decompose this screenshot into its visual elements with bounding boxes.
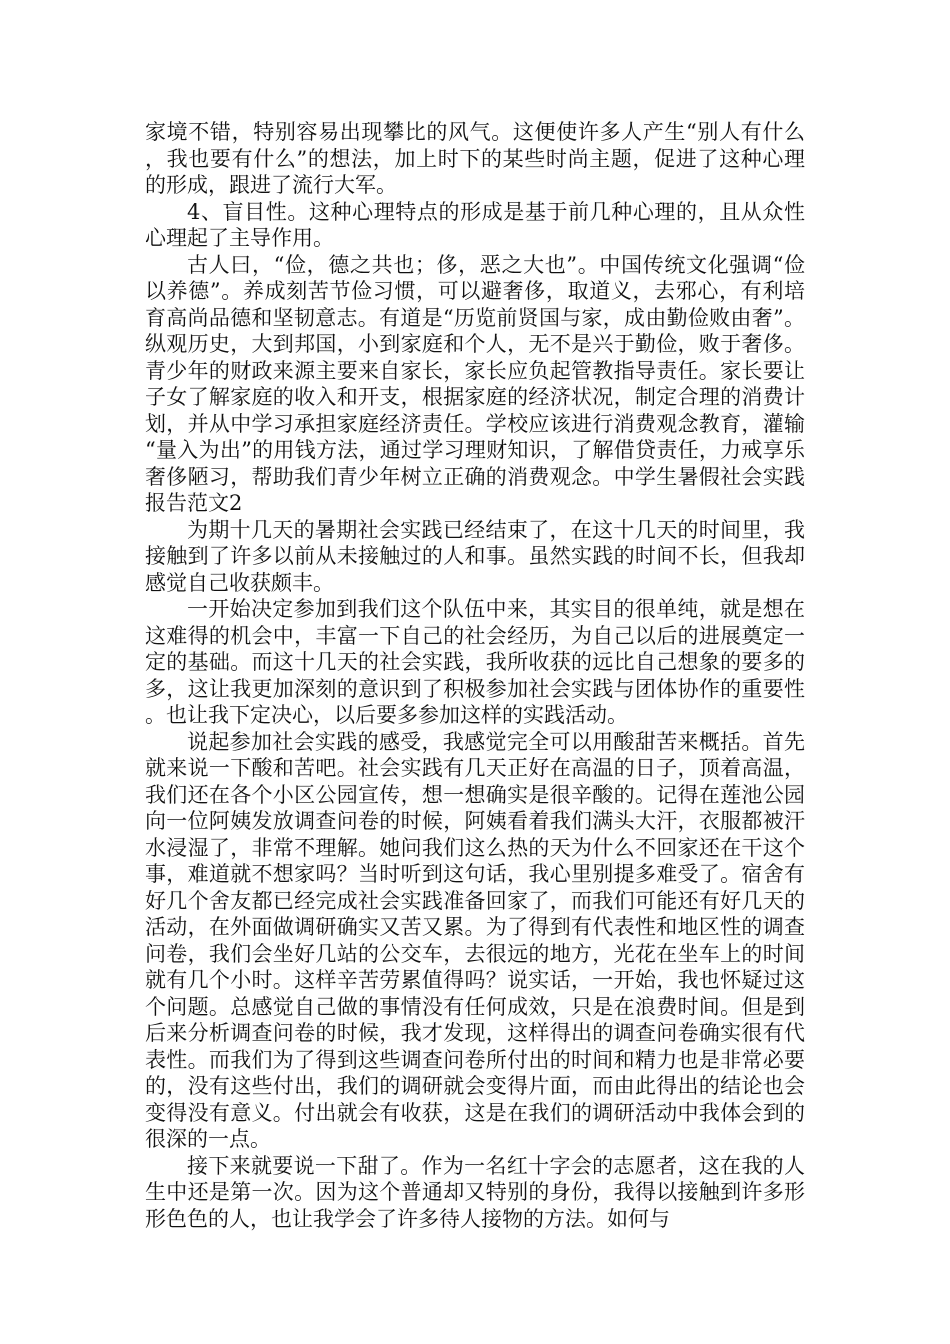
paragraph-5: 一开始决定参加到我们这个队伍中来，其实目的很单纯，就是想在这难得的机会中，丰富一下自己的社会经历，为自己以后的进展奠定一定的基础。而这十几天的社会实践，我所收获的远比自己想象的要多的多，这让我更加深刻的意识到了积极参加社会实践与团体协作的重要性。也让我下定决心，以后要多参加这样的实践活动。 (145, 597, 805, 727)
paragraph-6: 说起参加社会实践的感受，我感觉完全可以用酸甜苦来概括。首先就来说一下酸和苦吧。社会实践有几天正好在高温的日子，顶着高温，我们还在各个小区公园宣传，想一想确实是很辛酸的。记得在莲池公园向一位阿姨发放调查问卷的时候，阿姨看着我们满头大汗，衣服都被汗水浸湿了，非常不理解。她问我们这么热的天为什么不回家还在干这个事，难道就不想家吗？当时听到这句话，我心里别提多难受了。宿舍有好几个舍友都已经完成社会实践准备回家了，而我们可能还有好几天的活动，在外面做调研确实又苦又累。为了得到有代表性和地区性的调查问卷，我们会坐好几站的公交车，去很远的地方，光花在坐车上的时间就有几个小时。这样辛苦劳累值得吗？说实话，一开始，我也怀疑过这个问题。总感觉自己做的事情没有任何成效，只是在浪费时间。但是到后来分析调查问卷的时候，我才发现，这样得出的调查问卷确实很有代表性。而我们为了得到这些调查问卷所付出的时间和精力也是非常必要的，没有这些付出，我们的调研就会变得片面，而由此得出的结论也会变得没有意义。付出就会有收获，这是在我们的调研活动中我体会到的很深的一点。 (145, 729, 805, 1151)
document-page (145, 119, 805, 1232)
paragraph-7: 接下来就要说一下甜了。作为一名红十字会的志愿者，这在我的人生中还是第一次。因为这个普通却又特别的身份，我得以接触到许多形形色色的人，也让我学会了许多待人接物的方法。如何与 (145, 1153, 805, 1231)
paragraph-4: 为期十几天的暑期社会实践已经结束了，在这十几天的时间里，我接触到了许多以前从未接触过的人和事。虽然实践的时间不长，但我却感觉自己收获颇丰。 (145, 517, 805, 595)
paragraph-3: 古人曰，“俭，德之共也；侈，恶之大也”。中国传统文化强调“俭以养德”。养成刻苦节俭习惯，可以避奢侈，取道义，去邪心，有利培育高尚品德和坚韧意志。有道是“历览前贤国与家，成由勤俭败由奢”。纵观历史，大到邦国，小到家庭和个人，无不是兴于勤俭，败于奢侈。青少年的财政来源主要来自家长，家长应负起管教指导责任。家长要让子女了解家庭的收入和开支，根据家庭的经济状况，制定合理的消费计划，并从中学习承担家庭经济责任。学校应该进行消费观念教育，灌输“量入为出”的用钱方法，通过学习理财知识，了解借贷责任，力戒享乐奢侈陋习，帮助我们青少年树立正确的消费观念。中学生暑假社会实践报告范文2 (145, 252, 805, 515)
paragraph-2: 4、盲目性。这种心理特点的形成是基于前几种心理的，且从众性心理起了主导作用。 (145, 199, 805, 250)
paragraph-1: 家境不错，特别容易出现攀比的风气。这便使许多人产生“别人有什么，我也要有什么”的想法，加上时下的某些时尚主题，促进了这种心理的形成，跟进了流行大军。 (145, 120, 805, 197)
